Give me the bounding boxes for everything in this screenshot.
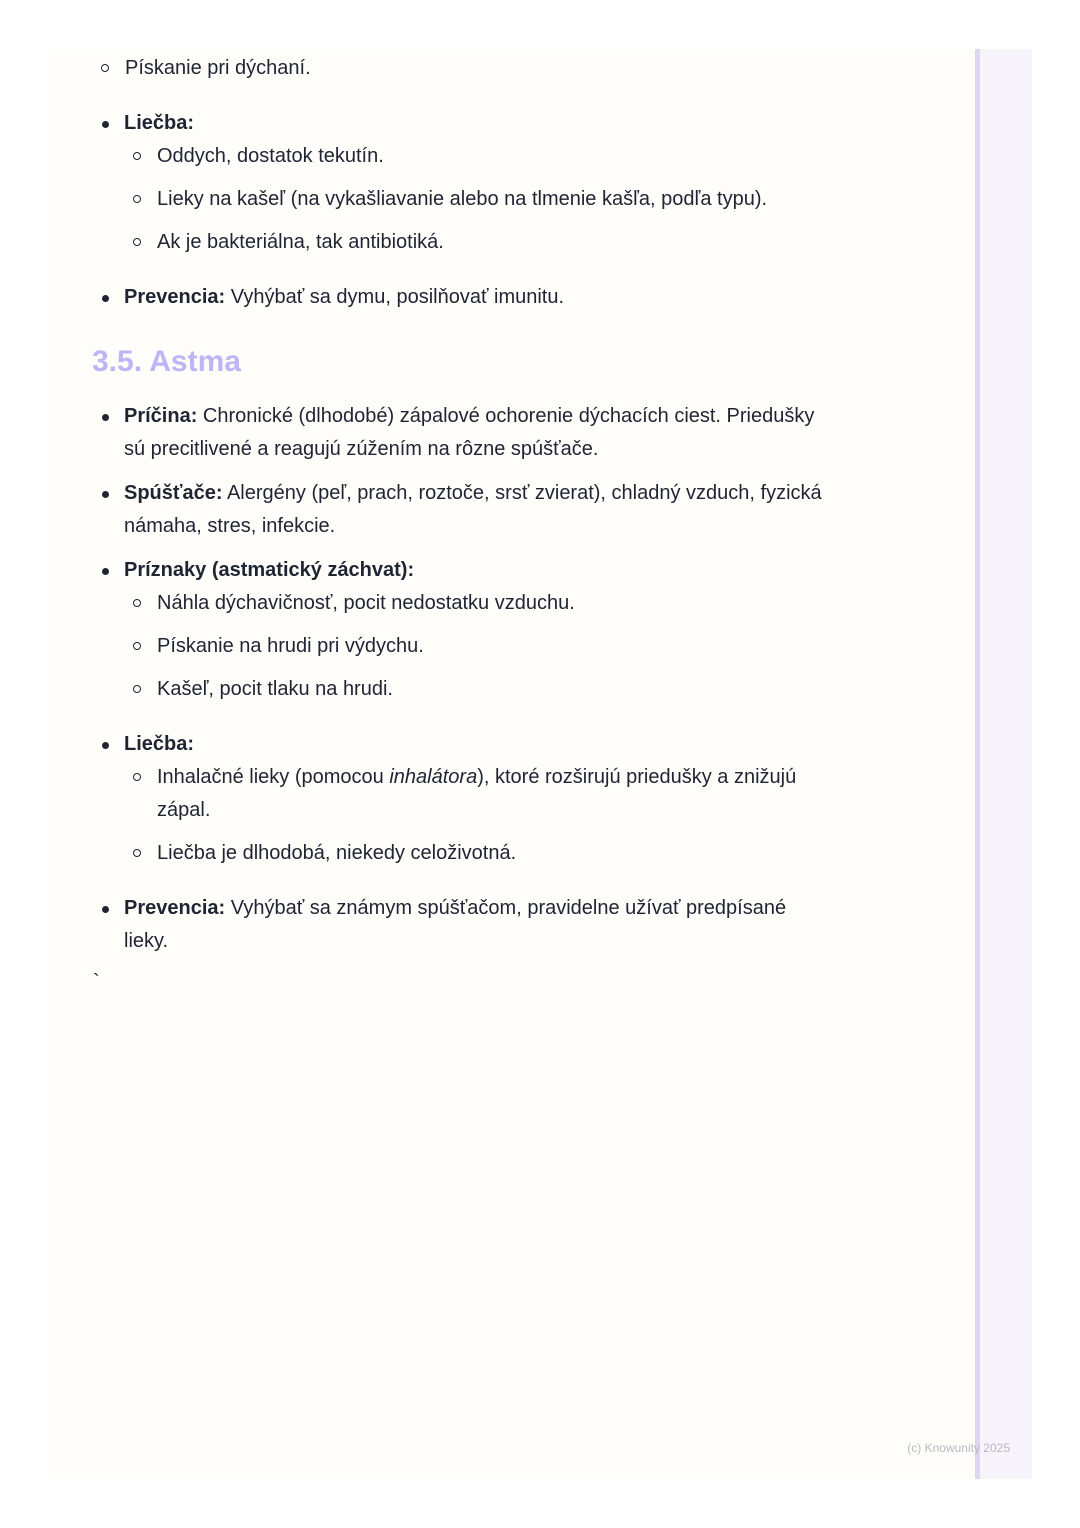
item-italic-term: inhalátora — [389, 766, 478, 788]
sub-list-item: Liečba je dlhodobá, niekedy celoživotná. — [124, 837, 832, 870]
item-label: Liečba: — [124, 733, 195, 755]
list-item-prevencia — [92, 281, 832, 314]
list-item-pricina — [92, 400, 832, 466]
sub-list-item: Lieky na kašeľ (na vykašliavanie alebo na tlmenie kašľa, podľa typu). — [124, 183, 832, 216]
item-text: Alergény (peľ, prach, roztoče, srsť zvierat), chladný vzduch, fyzická námaha, stres, infekcie. — [124, 482, 822, 537]
item-label: Spúšťače: — [124, 482, 223, 504]
sub-list — [124, 587, 832, 706]
sub-list-item: Ak je bakteriálna, tak antibiotiká. — [124, 226, 832, 259]
item-text: Vyhýbať sa známym spúšťačom, pravidelne užívať predpísané lieky. — [124, 897, 787, 952]
sub-list-item — [124, 761, 832, 827]
item-label: Liečba: — [124, 112, 195, 134]
list-item-spustace — [92, 477, 832, 543]
list-item-prevencia — [92, 892, 832, 958]
sub-list — [124, 761, 832, 870]
list-item-liecba — [92, 728, 832, 870]
item-label: Prevencia: — [124, 286, 226, 308]
list-item-liecba — [92, 107, 832, 259]
item-text: Inhalačné lieky (pomocou — [157, 766, 390, 788]
stray-character: ` — [93, 971, 100, 993]
sub-list-item: Náhla dýchavičnosť, pocit nedostatku vzduchu. — [124, 587, 832, 620]
side-margin-strip — [976, 49, 1032, 1479]
astma-list — [92, 400, 832, 958]
sub-list-item: Pískanie na hrudi pri výdychu. — [124, 630, 832, 663]
document-content — [92, 52, 832, 992]
list-item-priznaky — [92, 554, 832, 706]
top-list — [92, 52, 832, 314]
sub-list-item: Oddych, dostatok tekutín. — [124, 140, 832, 173]
item-text: Vyhýbať sa dymu, posilňovať imunitu. — [225, 286, 565, 308]
sub-list — [92, 52, 832, 85]
item-label: Prevencia: — [124, 897, 226, 919]
item-label: Príčina: — [124, 405, 198, 427]
sub-list-item: Kašeľ, pocit tlaku na hrudi. — [124, 673, 832, 706]
section-heading: 3.5. Astma — [92, 345, 241, 378]
item-text: ), ktoré rozširujú priedušky a znižujú zápal. — [157, 766, 797, 821]
list-item — [92, 52, 832, 85]
sub-list — [124, 140, 832, 259]
sub-list-item: Pískanie pri dýchaní. — [92, 52, 832, 85]
copyright-footer: (c) Knowunity 2025 — [907, 1441, 1010, 1455]
side-margin-line — [975, 49, 980, 1479]
item-text: Chronické (dlhodobé) zápalové ochorenie dýchacích ciest. Priedušky sú precitlivené a reagujú zúžením na rôzne spúšťače. — [124, 405, 815, 460]
item-label: Príznaky (astmatický záchvat): — [124, 559, 415, 581]
